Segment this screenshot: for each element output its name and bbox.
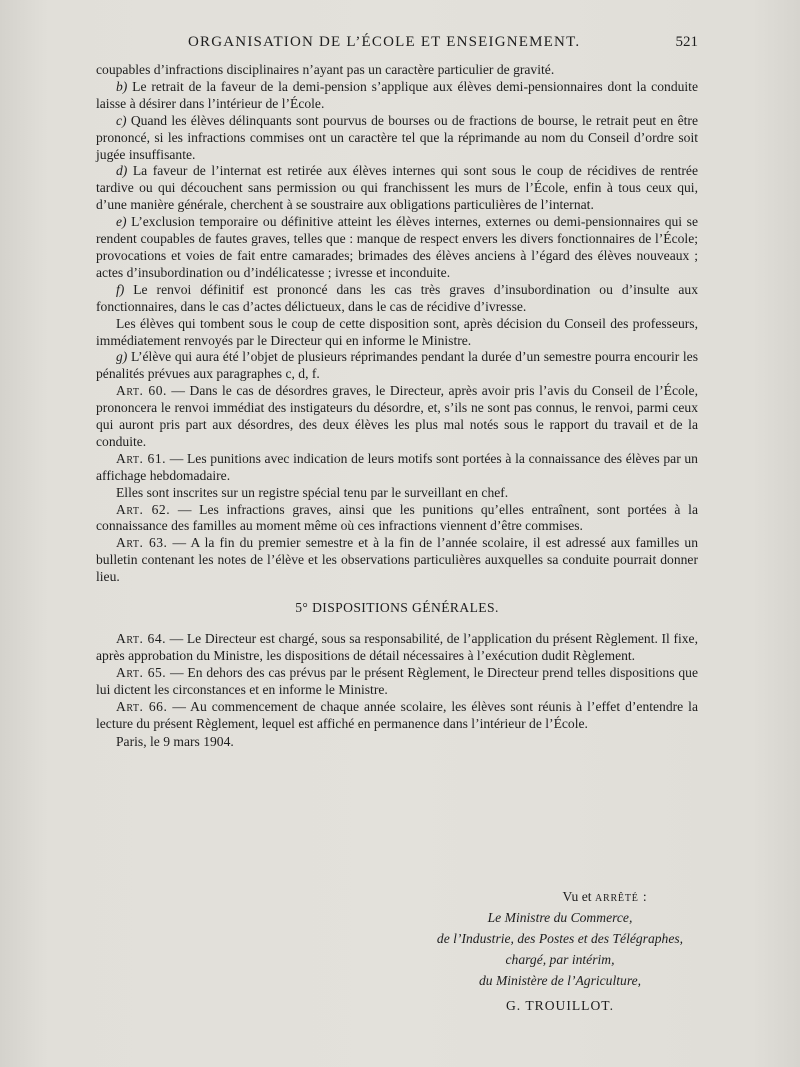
article-61-registry: Elles sont inscrites sur un registre spécial tenu par le surveillant en chef. [116, 484, 509, 500]
article-65: Art. 65. — En dehors des cas prévus par le présent Règlement, le Directeur prend telles dispositions que lui dictent les circonstances et en informe le Ministre. [96, 664, 698, 697]
page-number: 521 [675, 34, 698, 50]
article-label: Art. 62. [116, 501, 171, 517]
signatory-title-2: de l’Industrie, des Postes et des Télégraphes, [436, 931, 684, 946]
signatory-title-4: du Ministère de l’Agriculture, [478, 973, 642, 988]
article-label: Art. 63. [116, 535, 168, 551]
article-62: Art. 62. — Les infractions graves, ainsi que les punitions qu’elles entraînent, sont portées à la connaissance des familles au moment même où ces infractions viennent d’être commises. [96, 501, 698, 534]
article-66: Art. 66. — Au commencement de chaque année scolaire, les élèves sont réunis à l’effet d’entendre la lecture du présent Règlement, lequel est affiché en permanence dans l’intérieur de l’École. [96, 698, 698, 731]
paragraph-e: e) L’exclusion temporaire ou définitive atteint les élèves internes, externes ou demi-pensionnaires qui se rendent coupables de fautes graves, telles que : manque de respect envers les divers fonctionnaires de l’École; provocations et voies de fait entre camarades; brimades des élèves anciens à l’égard des élèves nouveaux ; actes d’insubordination ou d’indélicatesse ; ivresse et inconduite. [96, 214, 698, 280]
article-label: Art. 66. [116, 698, 168, 714]
paragraph-continuation: coupables d’infractions disciplinaires n’ayant pas un caractère particulier de gravité. [96, 62, 555, 77]
paragraph-label: d) [116, 163, 128, 179]
paragraph-f-consequence: Les élèves qui tombent sous le coup de cette disposition sont, après décision du Conseil des professeurs, immédiatement renvoyés par le Directeur qui en informe le Ministre. [96, 315, 698, 348]
article-63: Art. 63. — A la fin du premier semestre et à la fin de l’année scolaire, il est adressé aux familles un bulletin contenant les notes de l’élève et les observations particulières auxquelles sa conduite pourrait donner lieu. [96, 535, 698, 585]
article-61: Art. 61. — Les punitions avec indication de leurs motifs sont portées à la connaissance des élèves par un affichage hebdomadaire. [96, 450, 698, 483]
article-label: Art. 61. [116, 450, 167, 466]
article-64: Art. 64. — Le Directeur est chargé, sous sa responsabilité, de l’application du présent Règlement. Il fixe, après approbation du Ministre, les dispositions de détail nécessaires à l’exécution dudit Règlement. [96, 631, 698, 663]
signatory-name: G. TROUILLOT. [505, 998, 615, 1013]
paragraph-c: c) Quand les élèves délinquants sont pourvus de bourses ou de fractions de bourse, le retrait peut en être prononcé, si les infractions commises ont un caractère tel que la réprimande au nom du Conseil d’ordre soit jugée insuffisante. [96, 112, 698, 162]
running-title: ORGANISATION DE L’ÉCOLE ET ENSEIGNEMENT. [188, 34, 581, 50]
signatory-title-1: Le Ministre du Commerce, [487, 910, 633, 925]
approval-line: Vu et arrêté : [562, 889, 648, 904]
article-label: Art. 64. [116, 631, 167, 646]
page-header [96, 34, 700, 56]
date-line: Paris, le 9 mars 1904. [116, 734, 234, 750]
paragraph-d: d) La faveur de l’internat est retirée aux élèves internes qui sont sous le coup de récidives de rentrée tardive ou qui découchent sans permission ou qui franchissent les murs de l’École, enfin à tous ceux qui, d’une manière générale, cherchent à se soustraire aux obligations particulières de l’internat. [96, 163, 698, 213]
body-text [96, 62, 698, 751]
paragraph-f: f) Le renvoi définitif est prononcé dans les cas très graves d’insubordination ou d’insulte aux fonctionnaires, dans le cas d’actes délictueux, dans le cas de récidive d’ivresse. [96, 281, 698, 314]
paragraph-label: b) [116, 78, 128, 94]
signatory-title-3: chargé, par intérim, [505, 952, 615, 967]
signature-block [410, 886, 710, 1016]
paragraph-label: f) [116, 281, 125, 297]
article-60: Art. 60. — Dans le cas de désordres graves, le Directeur, après avoir pris l’avis du Conseil de l’École, prononcera le renvoi immédiat des instigateurs du désordre, et, s’ils ne sont pas connus, le renvoi, parmi ceux qui auront pris part aux désordres, des deux élèves les plus mal notés sous le rapport du travail et de la conduite. [96, 383, 698, 449]
paragraph-label: g) [116, 349, 128, 365]
article-label: Art. 65. [116, 664, 167, 680]
article-label: Art. 60. [116, 383, 167, 399]
paragraph-g: g) L’élève qui aura été l’objet de plusieurs réprimandes pendant la durée d’un semestre pourra encourir les pénalités prévues aux paragraphes c, d, f. [96, 349, 698, 382]
section-heading: 5° DISPOSITIONS GÉNÉRALES. [295, 600, 499, 616]
paragraph-label: e) [116, 214, 127, 230]
paragraph-b: b) Le retrait de la faveur de la demi-pension s’applique aux élèves demi-pensionnaires dont la conduite laisse à désirer dans l’intérieur de l’École. [96, 78, 698, 111]
paragraph-label: c) [116, 112, 127, 128]
